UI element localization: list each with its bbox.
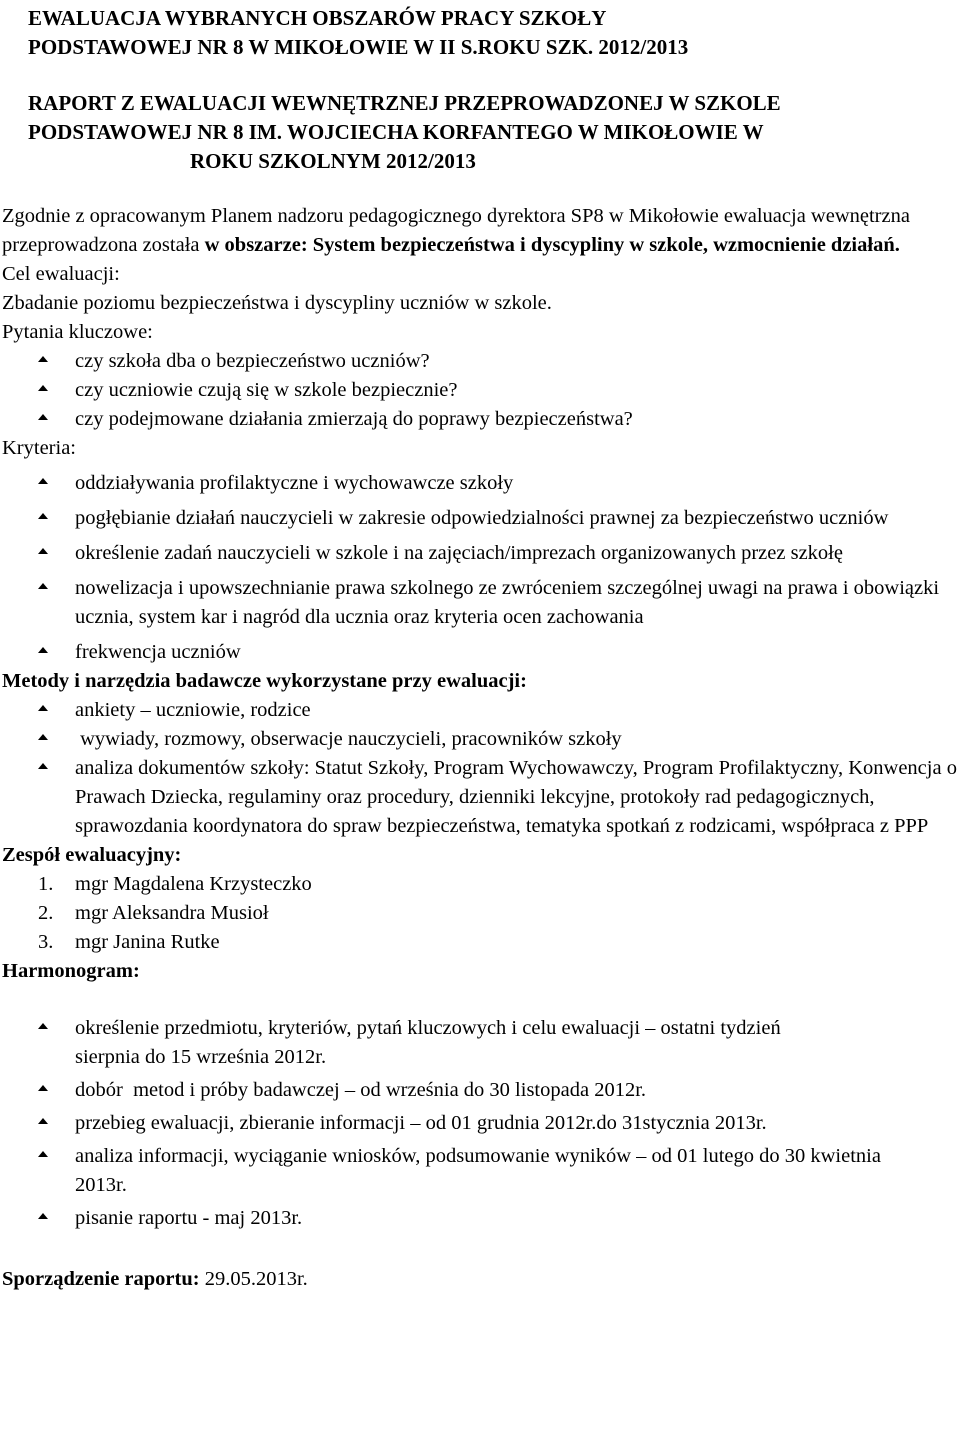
schedule-list (2, 1014, 958, 1233)
list-item-text: czy uczniowie czują się w szkole bezpiecznie? (75, 379, 458, 401)
list-item (2, 928, 958, 957)
list-item (2, 1204, 940, 1233)
list-item (2, 1142, 940, 1200)
team-member-name: mgr Janina Rutke (75, 931, 220, 953)
criteria-heading: Kryteria: (2, 437, 76, 459)
list-item (2, 1109, 940, 1138)
report-date: 29.05.2013r. (199, 1268, 308, 1290)
goal-heading: Cel ewaluacji: (2, 263, 120, 285)
list-number: 2. (38, 902, 54, 924)
list-number: 3. (38, 931, 54, 953)
list-item (2, 754, 958, 841)
list-item (2, 504, 958, 533)
list-item (2, 376, 958, 405)
title-line: PODSTAWOWEJ NR 8 W MIKOŁOWIE W II S.ROKU SZK. 2012/2013 (28, 35, 689, 59)
list-item (2, 347, 958, 376)
list-item (2, 1076, 940, 1105)
spacer (2, 1233, 958, 1265)
schedule-heading: Harmonogram: (2, 960, 140, 982)
list-item (2, 1014, 940, 1072)
list-item-text: dobór metod i próby badawczej – od września do 30 listopada 2012r. (75, 1079, 647, 1101)
list-item-text: pisanie raportu - maj 2013r. (75, 1207, 303, 1229)
intro-paragraph (2, 202, 958, 260)
list-number: 1. (38, 873, 54, 895)
list-item-text: ankiety – uczniowie, rodzice (75, 699, 311, 721)
list-item (2, 638, 958, 667)
spacer (2, 986, 958, 1014)
list-item-text: określenie zadań nauczycieli w szkole i na zajęciach/imprezach organizowanych przez szkołę (75, 542, 843, 564)
list-item (2, 899, 958, 928)
report-label: Sporządzenie raportu: (2, 1268, 200, 1290)
list-item (2, 405, 958, 434)
title-line: PODSTAWOWEJ NR 8 IM. WOJCIECHA KORFANTEGO W MIKOŁOWIE W (28, 120, 764, 144)
goal-text: Zbadanie poziomu bezpieczeństwa i dyscypliny uczniów w szkole. (2, 292, 552, 314)
list-item-text: wywiady, rozmowy, obserwacje nauczycieli, pracowników szkoły (75, 728, 622, 750)
list-item-text: analiza dokumentów szkoły: Statut Szkoły, Program Wychowawczy, Program Profilaktyczny, Konwencja o Prawach Dziecka, regulaminy oraz procedury, dzienniki lekcyjne, protokoły rad pedagogicznych, sprawozdania koordynatora do spraw bezpieczeństwa, tematyka spotkań z rodzicami, współpraca z PPP (75, 757, 957, 837)
list-item-text: czy podejmowane działania zmierzają do poprawy bezpieczeństwa? (75, 408, 633, 430)
methods-list (2, 696, 958, 841)
document-title (28, 4, 948, 62)
list-item-text: określenie przedmiotu, kryteriów, pytań kluczowych i celu ewaluacji – ostatni tydzień sierpnia do 15 września 2012r. (75, 1017, 781, 1068)
methods-heading: Metody i narzędzia badawcze wykorzystane przy ewaluacji: (2, 670, 527, 692)
team-list (2, 870, 958, 957)
list-item-text: analiza informacji, wyciąganie wniosków, podsumowanie wyników – od 01 lutego do 30 kwietnia 2013r. (75, 1145, 892, 1196)
list-item (2, 574, 958, 632)
list-item (2, 870, 958, 899)
team-member-name: mgr Magdalena Krzysteczko (75, 873, 312, 895)
document-body (2, 202, 958, 1294)
report-title (28, 89, 948, 176)
list-item-text: pogłębianie działań nauczycieli w zakresie odpowiedzialności prawnej za bezpieczeństwo uczniów (75, 507, 889, 529)
list-item (2, 539, 958, 568)
list-item-text: oddziaływania profilaktyczne i wychowawcze szkoły (75, 472, 514, 494)
report-date-line (2, 1265, 958, 1294)
intro-text: Zgodnie z opracowanym Planem nadzoru pedagogicznego dyrektora SP8 w Mikołowie ewaluacja wewnętrzna przeprowadzona została (2, 205, 910, 256)
title-line: EWALUACJA WYBRANYCH OBSZARÓW PRACY SZKOŁY (28, 6, 607, 30)
criteria-list (2, 469, 958, 667)
team-heading: Zespół ewaluacyjny: (2, 844, 182, 866)
list-item (2, 469, 958, 498)
title-line: ROKU SZKOLNYM 2012/2013 (190, 149, 476, 173)
list-item (2, 696, 958, 725)
list-item-text: przebieg ewaluacji, zbieranie informacji – od 01 grudnia 2012r.do 31stycznia 2013r. (75, 1112, 767, 1134)
title-line: RAPORT Z EWALUACJI WEWNĘTRZNEJ PRZEPROWADZONEJ W SZKOLE (28, 91, 781, 115)
list-item-text: czy szkoła dba o bezpieczeństwo uczniów? (75, 350, 430, 372)
team-member-name: mgr Aleksandra Musioł (75, 902, 269, 924)
questions-heading: Pytania kluczowe: (2, 321, 153, 343)
intro-area: w obszarze: System bezpieczeństwa i dyscypliny w szkole, wzmocnienie działań. (204, 234, 900, 256)
list-item-text: nowelizacja i upowszechnianie prawa szkolnego ze zwróceniem szczególnej uwagi na prawa i obowiązki ucznia, system kar i nagród dla ucznia oraz kryteria ocen zachowania (75, 577, 940, 628)
list-item-text: frekwencja uczniów (75, 641, 241, 663)
questions-list (2, 347, 958, 434)
list-item (2, 725, 958, 754)
